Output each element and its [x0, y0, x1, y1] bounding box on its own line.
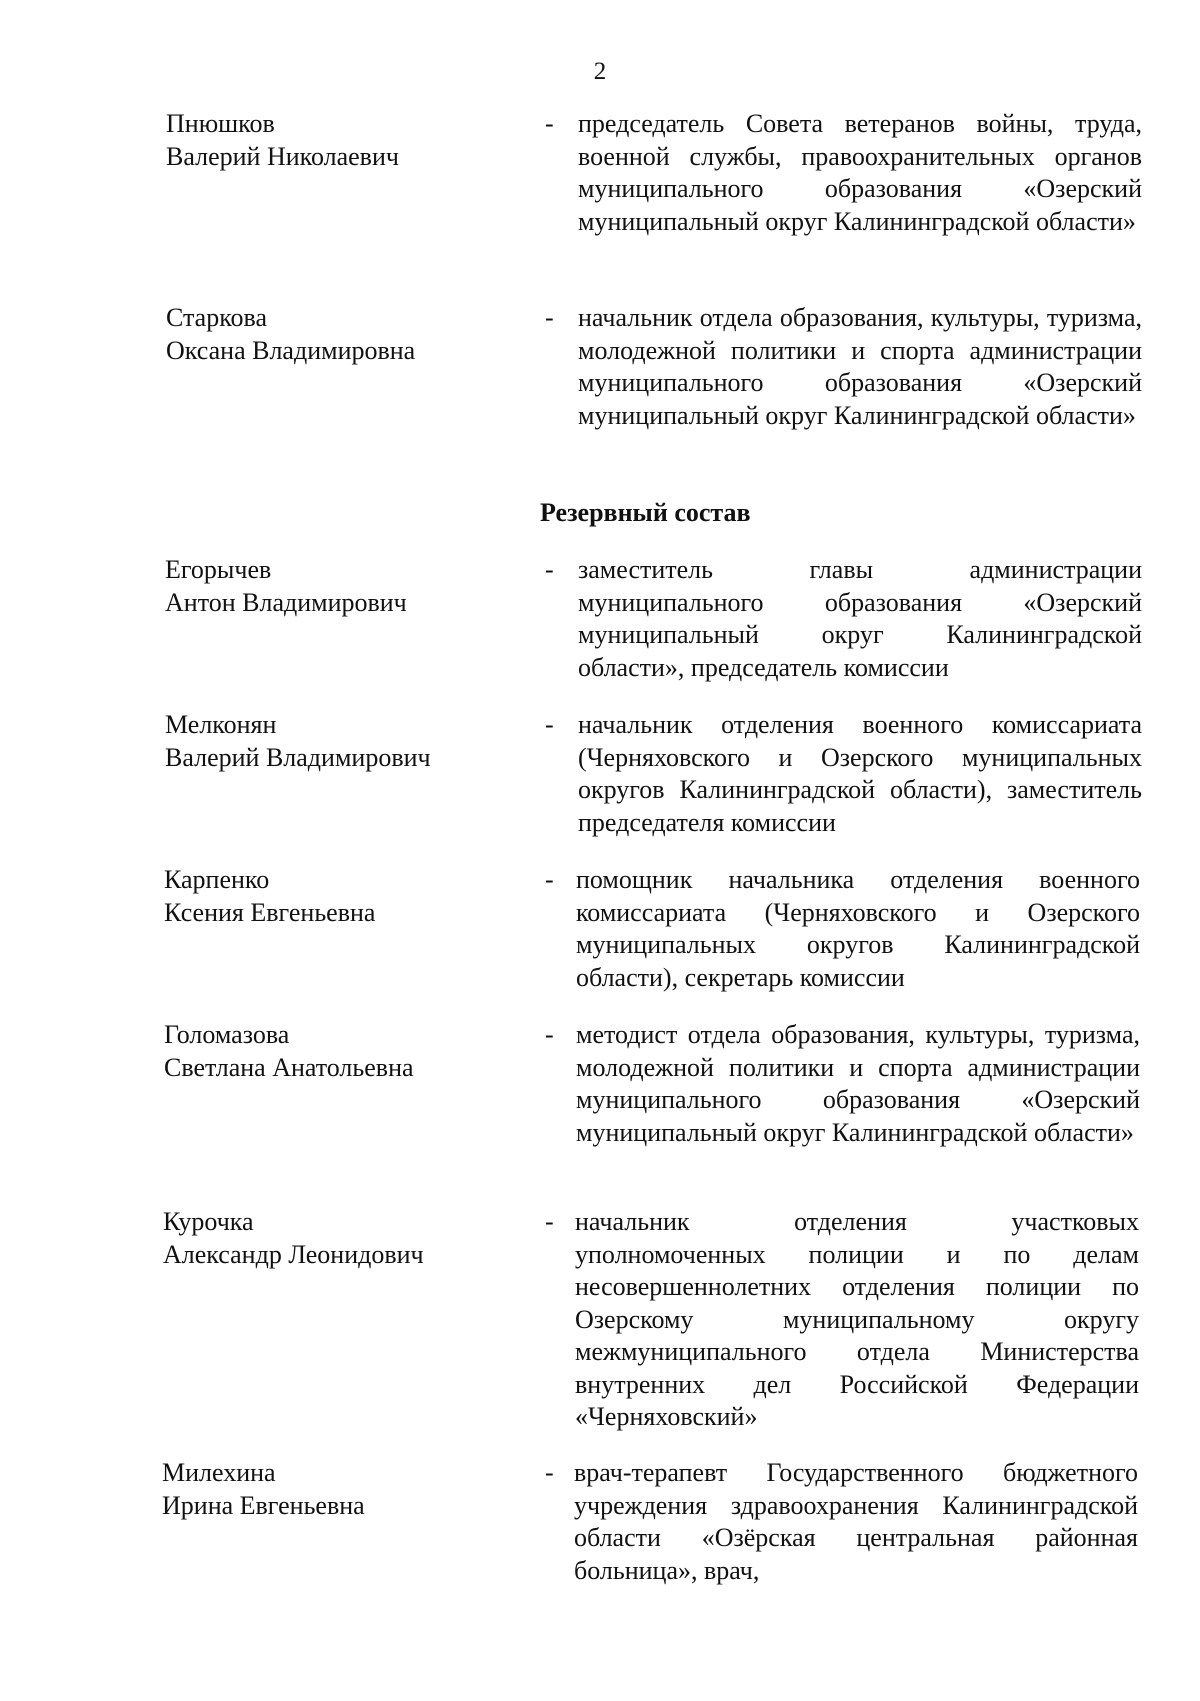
member-entry — [0, 1019, 1200, 1147]
member-name — [0, 554, 525, 619]
dash-separator: - — [545, 1207, 554, 1236]
member-role: методист отдела образования, культуры, туризма, молодежной политики и спорта администрации муниципального образования «Озерский муниципальный округ Калининградской области» — [576, 1020, 1140, 1147]
member-surname: Пнюшков — [166, 109, 275, 138]
dash-separator: - — [545, 109, 554, 138]
dash-separator: - — [545, 555, 554, 584]
member-entry — [0, 864, 1200, 992]
member-entry — [0, 302, 1200, 430]
member-name — [0, 1019, 524, 1084]
member-role: врач-терапевт Государственного бюджетного учреждения здравоохранения Калининградской области «Озёрская центральная районная больница», врач, — [574, 1458, 1138, 1585]
page-number: 2 — [593, 58, 607, 85]
member-given-names: Валерий Николаевич — [166, 141, 399, 171]
member-entry — [0, 709, 1200, 837]
member-name — [0, 1457, 522, 1522]
member-given-names: Александр Леонидович — [163, 1239, 424, 1269]
member-surname: Милехина — [162, 1458, 276, 1487]
member-entry — [0, 554, 1200, 682]
member-name — [0, 864, 524, 929]
dash-separator: - — [545, 303, 554, 332]
member-surname: Мелконян — [165, 710, 277, 739]
member-surname: Старкова — [166, 303, 268, 332]
member-given-names: Светлана Анатольевна — [164, 1052, 414, 1082]
member-given-names: Ксения Евгеньевна — [164, 897, 376, 927]
member-surname: Голомазова — [164, 1020, 290, 1049]
member-given-names: Антон Владимирович — [165, 587, 407, 617]
member-role: заместитель главы администрации муниципального образования «Озерский муниципальный округ Калининградской области», председатель комиссии — [578, 555, 1142, 682]
member-entry — [0, 1457, 1200, 1585]
member-role: помощник начальника отделения военного комиссариата (Черняховского и Озерского муниципальных округов Калининградской области), секретарь комиссии — [576, 865, 1140, 992]
dash-separator: - — [545, 1458, 554, 1487]
member-role: начальник отдела образования, культуры, туризма, молодежной политики и спорта администрации муниципального образования «Озерский муниципальный округ Калининградской области» — [578, 303, 1142, 430]
member-given-names: Ирина Евгеньевна — [162, 1490, 365, 1520]
member-name — [0, 1206, 523, 1271]
dash-separator: - — [545, 865, 554, 894]
section-heading-reserve: Резервный состав — [540, 498, 751, 527]
member-name — [0, 709, 525, 774]
member-entry — [0, 1206, 1200, 1431]
member-name — [0, 108, 526, 173]
member-surname: Курочка — [163, 1207, 254, 1236]
member-name — [0, 302, 526, 367]
member-entry — [0, 108, 1200, 236]
member-surname: Карпенко — [164, 865, 270, 894]
member-surname: Егорычев — [165, 555, 272, 584]
member-role: начальник отделения участковых уполномоченных полиции и по делам несовершеннолетних отделения полиции по Озерскому муниципальному округу межмуниципального отдела Министерства внутренних дел Российской Федерации «Черняховский» — [575, 1207, 1139, 1431]
dash-separator: - — [545, 710, 554, 739]
member-given-names: Оксана Владимировна — [166, 335, 416, 365]
member-given-names: Валерий Владимирович — [165, 742, 431, 772]
member-role: председатель Совета ветеранов войны, труда, военной службы, правоохранительных органов муниципального образования «Озерский муниципальный округ Калининградской области» — [578, 109, 1142, 236]
dash-separator: - — [545, 1020, 554, 1049]
member-role: начальник отделения военного комиссариата (Черняховского и Озерского муниципальных округов Калининградской области), заместитель председателя комиссии — [578, 710, 1142, 837]
